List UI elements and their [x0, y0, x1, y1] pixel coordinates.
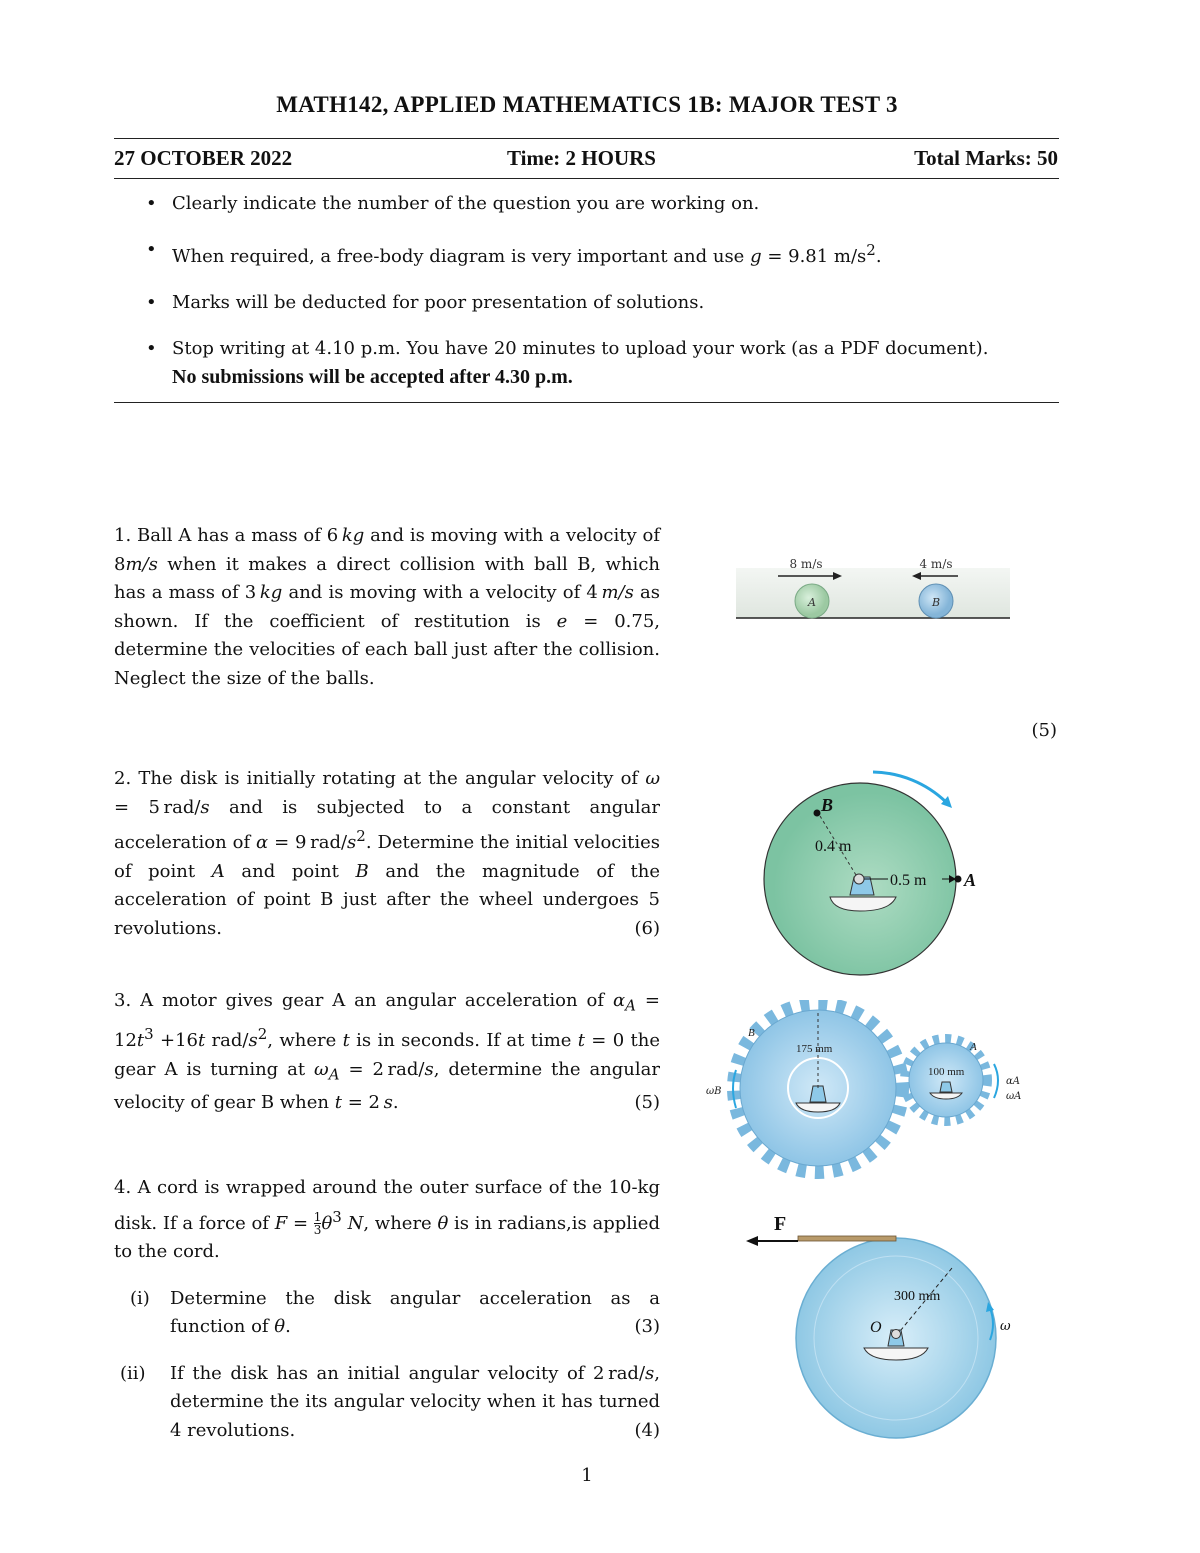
- instructions-rule: [114, 402, 1059, 403]
- rotating-disk-figure: [760, 755, 990, 985]
- omega-label: ω: [1000, 1319, 1011, 1334]
- header-rule-bottom: [114, 178, 1059, 179]
- gear-train-figure: [698, 1000, 1038, 1180]
- ball-a-label: A: [808, 596, 816, 609]
- gear-a-label: A: [970, 1041, 977, 1053]
- point-a: [955, 876, 962, 883]
- question-4ii-marks: (4): [634, 1419, 660, 1441]
- header-rule-top: [114, 138, 1059, 139]
- cord: [798, 1236, 896, 1241]
- question-4i-marks: (3): [634, 1316, 660, 1337]
- cord-disk-figure: [740, 1210, 1030, 1474]
- gear-b-radius-label: 175 mm: [796, 1043, 833, 1055]
- question-2-text: 2. The disk is initially rotating at the angular velocity of ω = 5 rad/s and is subjected to a constant angular acceleration of α = 9 rad/$s^2$. Determine the initial velocities of point A and point B and the magnitude of the acceleration of point B just after the wheel undergoes 5 revolutions. (6): [114, 765, 660, 943]
- instruction-item: • Stop writing at 4.10 p.m. You have 20 minutes to upload your work (as a PDF document). No submissions will be accepted after 4.30 p.m.: [146, 338, 989, 388]
- total-marks: Total Marks: 50: [914, 146, 1058, 170]
- radius-b-label: 0.4 m: [815, 838, 852, 855]
- question-4-stem: 4. A cord is wrapped around the outer surface of the 10-kg disk. If a force of F = $\frac{1}{3}$ $\theta^3$ N, where θ is in radians,is applied to the cord.: [114, 1177, 660, 1262]
- fraction: $\frac{1}{3}$: [313, 1210, 322, 1237]
- test-time: Time: 2 HOURS: [507, 146, 656, 170]
- deadline-notice: No submissions will be accepted after 4.30 p.m.: [172, 366, 573, 388]
- question-4-text: [114, 1174, 660, 1445]
- question-3-text: 3. A motor gives gear A an angular acceleration of $\alpha_A = 12t^3 +16t$ rad/$s^2$, where t is in seconds. If at time t = 0 the gear A is turning at $\omega_A = 2$ rad/s, determine the angular velocity of gear B when t = 2 s. (5): [114, 987, 660, 1117]
- ball-b-label: B: [931, 596, 941, 609]
- gear-b-omega-label: ωB: [706, 1086, 722, 1097]
- gear-a-alpha-label: αA: [1006, 1076, 1020, 1087]
- instruction-item: • Clearly indicate the number of the question you are working on.: [146, 193, 760, 214]
- radius-label: 300 mm: [894, 1289, 941, 1304]
- velocity-b-label: 4 m/s: [919, 557, 953, 571]
- velocity-a-label: 8 m/s: [789, 557, 823, 571]
- point-b: [814, 810, 821, 817]
- question-4-part-i: (i) Determine the disk angular acceleration as a function of θ. (3): [114, 1285, 660, 1342]
- page-number: 1: [581, 1465, 593, 1486]
- point-a-label: A: [964, 870, 977, 890]
- gear-a-rotation-arrow: [994, 1064, 998, 1098]
- gear-b-label: B: [748, 1027, 755, 1039]
- instruction-item: • When required, a free-body diagram is very important and use g = 9.81 $m/s^2$.: [146, 239, 882, 267]
- test-date: 27 OCTOBER 2022: [114, 146, 293, 170]
- force-label: F: [774, 1213, 787, 1235]
- gear-a-radius-label: 100 mm: [928, 1066, 965, 1078]
- floor-shading: [736, 568, 1010, 618]
- gear-a-support: [940, 1082, 952, 1092]
- question-4-part-ii: (ii) If the disk has an initial angular velocity of 2 rad/s, determine the its angular velocity when it has turned 4 revolutions. (4): [114, 1360, 660, 1446]
- gear-a-omega-label: ωA: [1006, 1091, 1022, 1102]
- collision-figure: [730, 548, 1020, 632]
- radius-a-label: 0.5 m: [890, 872, 927, 889]
- instruction-item: • Marks will be deducted for poor presentation of solutions.: [146, 292, 705, 313]
- center-label: O: [870, 1319, 882, 1336]
- gear-b-support: [810, 1086, 826, 1102]
- question-1-marks: (5): [1031, 720, 1057, 741]
- force-arrowhead-icon: [746, 1236, 758, 1246]
- disk-center: [892, 1330, 901, 1339]
- point-b-label: B: [821, 795, 834, 815]
- page-title: MATH142, APPLIED MATHEMATICS 1B: MAJOR TEST 3: [276, 92, 898, 117]
- disk-center: [854, 874, 864, 884]
- question-3-marks: (5): [634, 1091, 660, 1113]
- question-2-marks: (6): [634, 917, 660, 939]
- gear-a: [909, 1043, 983, 1117]
- question-1-text: 1. Ball A has a mass of 6 kg and is moving with a velocity of 8m/s when it makes a direct collision with ball B, which has a mass of 3 kg and is moving with a velocity of 4 m/s as shown. If the coefficient of restitution is e = 0.75, determine the velocities of each ball just after the collision. Neglect the size of the balls.: [114, 525, 661, 689]
- instructions-list: [140, 190, 1080, 410]
